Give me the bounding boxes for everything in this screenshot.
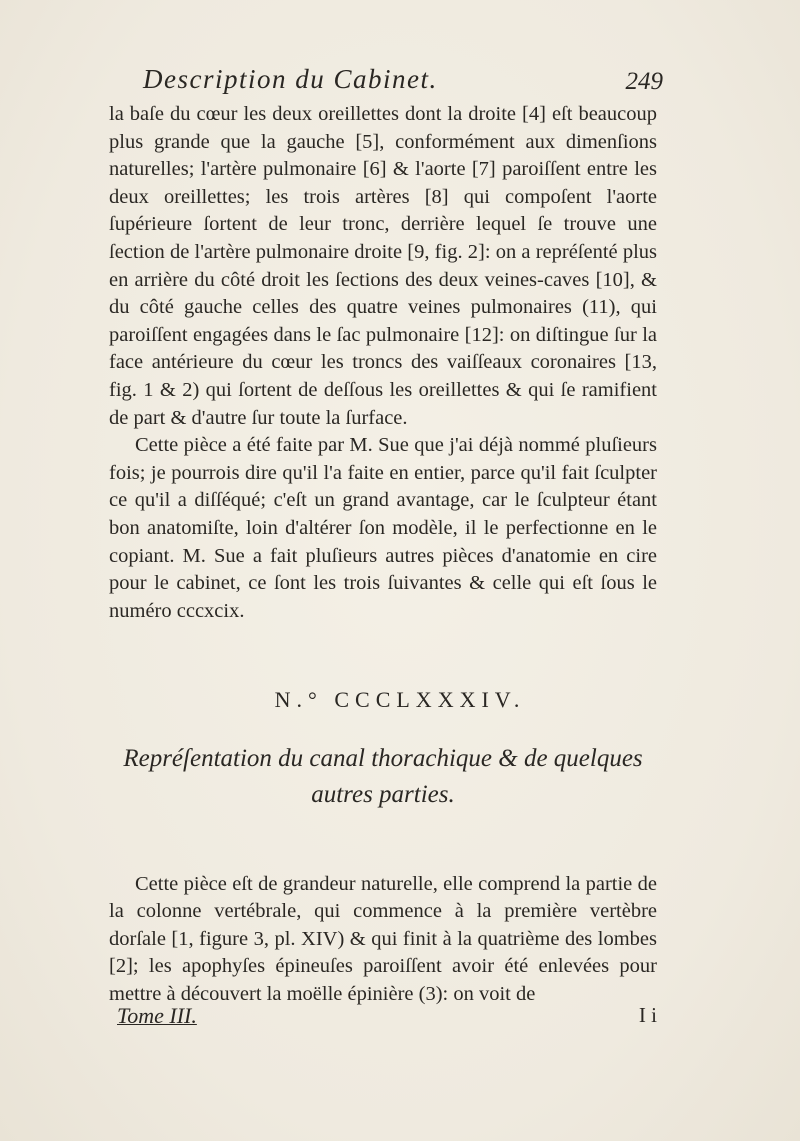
paragraph-continued: la baſe du cœur les deux oreillettes dont la droite [4] eſt beaucoup plus grande que la gauche [5], conformément aux dimenſions naturelles; l'artère pulmonaire [6] & l'aorte [7] paroiſſent entre les deux oreillettes; les trois artères [8] qui compoſent l'aorte ſupérieure ſortent de leur tronc, derrière lequel ſe trouve une ſection de l'artère pulmonaire droite [9, fig. 2]: on a repréſenté plus en arrière du côté droit les ſections des deux veines-caves [10], & du côté gauche celles des quatre veines pulmonaires (11), qui paroiſſent engagées dans le ſac pulmonaire [12]: on diſtingue ſur la face antérieure du cœur les troncs des vaiſſeaux coronaires [13, fig. 1 & 2) qui ſortent de deſſous les oreillettes & qui ſe ramifient de part & d'autre ſur toute la ſurface. — [109, 103, 657, 429]
running-title: Description du Cabinet. — [143, 64, 438, 94]
paragraph-sue: Cette pièce a été faite par M. Sue que j'ai déjà nommé pluſieurs fois; je pourrois dire qu'il l'a faite en entier, parce qu'il fait ſculpter ce qu'il a diſſéqué; c'eſt un grand avantage, car le ſculpteur étant bon anatomiſte, loin d'altérer ſon modèle, il le perfectionne en le copiant. M. Sue a fait pluſieurs autres pièces d'anatomie en cire pour le cabinet, ce ſont les trois ſuivantes & celle qui eſt ſous le numéro cccxcix. — [109, 434, 657, 622]
page-footer — [117, 1003, 657, 1033]
page-number: 249 — [625, 68, 663, 95]
main-text — [109, 101, 657, 625]
tome-label: Tome III. — [117, 1003, 197, 1028]
signature-mark: I i — [638, 1003, 657, 1027]
page-header — [143, 64, 663, 104]
paragraph-canal: Cette pièce eſt de grandeur naturelle, elle comprend la partie de la colonne vertébrale, qui commence à la première vertèbre dorſale [1, figure 3, pl. XIV) & qui finit à la quatrième des lombes [2]; les apophyſes épineuſes paroiſſent avoir été enlevées pour mettre à découvert la moëlle épinière (3): on voit de — [109, 872, 657, 1005]
section-title-line-1: Repréſentation du canal thorachique & de quelques — [123, 745, 643, 772]
item-number-heading: N.° CCCLXXXIV. — [274, 687, 526, 712]
section-title-line-2: autres parties. — [311, 781, 455, 808]
section-title — [109, 741, 657, 813]
